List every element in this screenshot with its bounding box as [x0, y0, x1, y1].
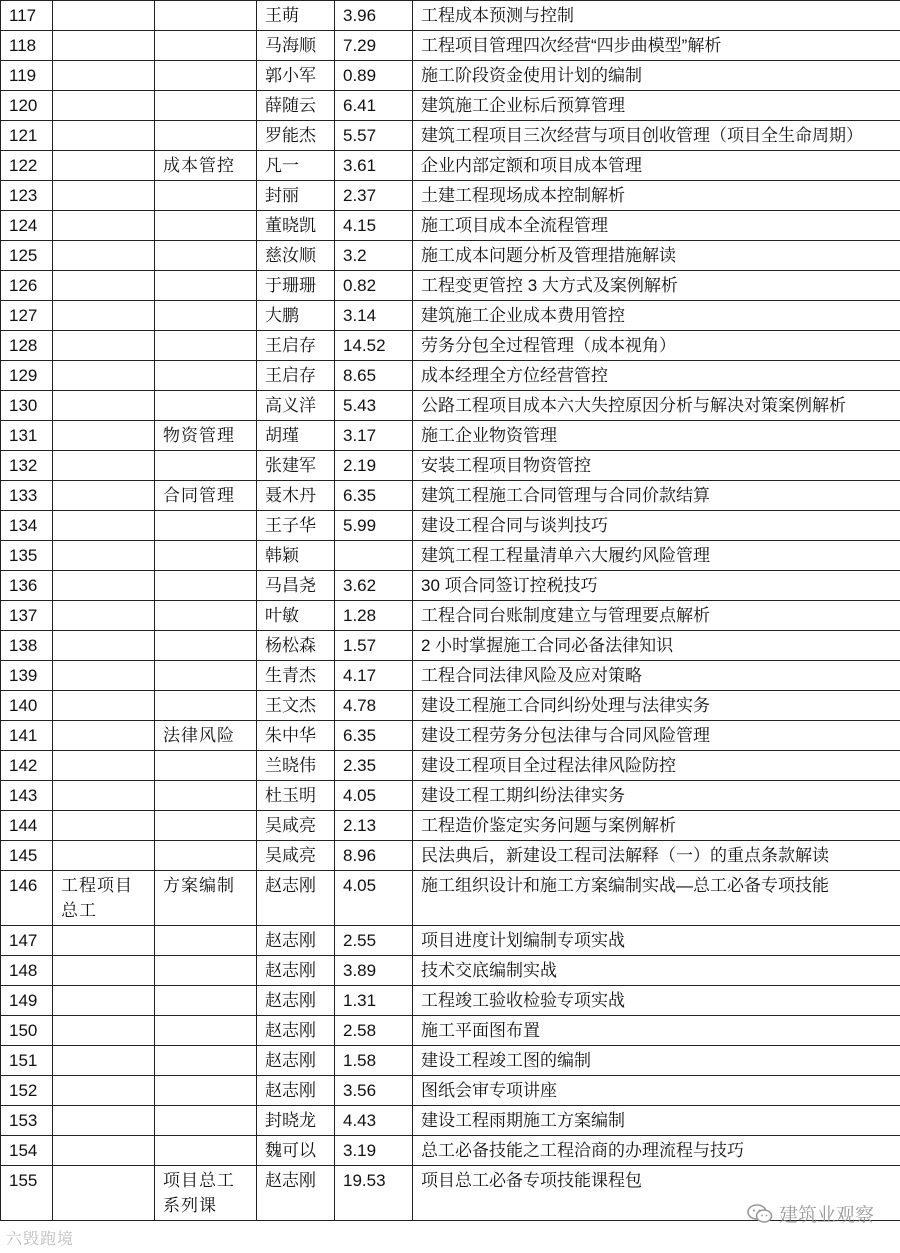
subcategory-cell: 合同管理 [155, 481, 257, 511]
teacher-cell: 罗能杰 [257, 121, 335, 151]
row-number: 117 [1, 1, 53, 31]
teacher-cell: 马海顺 [257, 31, 335, 61]
hours-cell: 7.29 [335, 31, 413, 61]
teacher-cell: 杜玉明 [257, 781, 335, 811]
hours-cell: 2.55 [335, 926, 413, 956]
table-row [1, 91, 900, 121]
subcategory-cell [155, 811, 257, 841]
hours-cell: 14.52 [335, 331, 413, 361]
teacher-cell: 赵志刚 [257, 1046, 335, 1076]
course-title-cell: 2 小时掌握施工合同必备法律知识 [413, 631, 900, 661]
category-cell [53, 481, 155, 511]
subcategory-cell: 成本管控 [155, 151, 257, 181]
hours-cell [335, 541, 413, 571]
course-title-cell: 工程合同法律风险及应对策略 [413, 661, 900, 691]
course-title-cell: 施工阶段资金使用计划的编制 [413, 61, 900, 91]
category-cell [53, 1016, 155, 1046]
course-title-cell: 建筑施工企业成本费用管控 [413, 301, 900, 331]
subcategory-cell [155, 601, 257, 631]
hours-cell: 1.31 [335, 986, 413, 1016]
course-title-cell: 项目总工必备专项技能课程包 [413, 1166, 900, 1221]
hours-cell: 4.05 [335, 871, 413, 926]
teacher-cell: 凡一 [257, 151, 335, 181]
table-row [1, 421, 900, 451]
table-row [1, 986, 900, 1016]
row-number: 152 [1, 1076, 53, 1106]
table-row [1, 841, 900, 871]
teacher-cell: 郭小军 [257, 61, 335, 91]
category-cell [53, 361, 155, 391]
row-number: 136 [1, 571, 53, 601]
row-number: 145 [1, 841, 53, 871]
table-row [1, 1, 900, 31]
course-title-cell: 施工组织设计和施工方案编制实战—总工必备专项技能 [413, 871, 900, 926]
subcategory-cell [155, 571, 257, 601]
table-row [1, 541, 900, 571]
subcategory-cell [155, 1046, 257, 1076]
teacher-cell: 张建军 [257, 451, 335, 481]
row-number: 153 [1, 1106, 53, 1136]
subcategory-cell [155, 271, 257, 301]
watermark-left-text: 六毁跑境 [6, 1229, 75, 1248]
hours-cell: 4.15 [335, 211, 413, 241]
course-title-cell: 建筑施工企业标后预算管理 [413, 91, 900, 121]
category-cell [53, 841, 155, 871]
category-cell [53, 1106, 155, 1136]
hours-cell: 3.17 [335, 421, 413, 451]
subcategory-cell [155, 451, 257, 481]
course-title-cell: 工程变更管控 3 大方式及案例解析 [413, 271, 900, 301]
table-row [1, 331, 900, 361]
course-title-cell: 工程合同台账制度建立与管理要点解析 [413, 601, 900, 631]
table-row [1, 121, 900, 151]
row-number: 147 [1, 926, 53, 956]
category-cell [53, 661, 155, 691]
subcategory-cell [155, 956, 257, 986]
teacher-cell: 赵志刚 [257, 986, 335, 1016]
subcategory-cell: 项目总工系列课 [155, 1166, 257, 1221]
subcategory-cell [155, 331, 257, 361]
course-title-cell: 施工项目成本全流程管理 [413, 211, 900, 241]
table-row [1, 751, 900, 781]
course-title-cell: 30 项合同签订控税技巧 [413, 571, 900, 601]
hours-cell: 0.89 [335, 61, 413, 91]
table-row [1, 781, 900, 811]
hours-cell: 5.99 [335, 511, 413, 541]
hours-cell: 3.61 [335, 151, 413, 181]
category-cell [53, 721, 155, 751]
hours-cell: 6.35 [335, 481, 413, 511]
category-cell [53, 1, 155, 31]
row-number: 132 [1, 451, 53, 481]
row-number: 120 [1, 91, 53, 121]
teacher-cell: 大鹏 [257, 301, 335, 331]
category-cell [53, 181, 155, 211]
category-cell [53, 211, 155, 241]
table-row [1, 391, 900, 421]
subcategory-cell [155, 841, 257, 871]
row-number: 139 [1, 661, 53, 691]
teacher-cell: 董晓凯 [257, 211, 335, 241]
row-number: 130 [1, 391, 53, 421]
course-title-cell: 建设工程雨期施工方案编制 [413, 1106, 900, 1136]
row-number: 118 [1, 31, 53, 61]
table-row [1, 811, 900, 841]
table-row [1, 31, 900, 61]
category-cell [53, 241, 155, 271]
hours-cell: 8.65 [335, 361, 413, 391]
table-row [1, 956, 900, 986]
table-row [1, 1046, 900, 1076]
subcategory-cell [155, 1016, 257, 1046]
course-title-cell: 建设工程项目全过程法律风险防控 [413, 751, 900, 781]
subcategory-cell [155, 391, 257, 421]
row-number: 148 [1, 956, 53, 986]
table-row [1, 721, 900, 751]
teacher-cell: 薛随云 [257, 91, 335, 121]
course-title-cell: 图纸会审专项讲座 [413, 1076, 900, 1106]
hours-cell: 6.35 [335, 721, 413, 751]
teacher-cell: 于珊珊 [257, 271, 335, 301]
hours-cell: 4.17 [335, 661, 413, 691]
subcategory-cell [155, 61, 257, 91]
hours-cell: 5.43 [335, 391, 413, 421]
course-title-cell: 劳务分包全过程管理（成本视角） [413, 331, 900, 361]
subcategory-cell [155, 1136, 257, 1166]
subcategory-cell [155, 691, 257, 721]
teacher-cell: 吴咸亮 [257, 841, 335, 871]
row-number: 119 [1, 61, 53, 91]
subcategory-cell [155, 91, 257, 121]
hours-cell: 0.82 [335, 271, 413, 301]
hours-cell: 2.37 [335, 181, 413, 211]
course-title-cell: 建设工程工期纠纷法律实务 [413, 781, 900, 811]
table-row [1, 571, 900, 601]
row-number: 137 [1, 601, 53, 631]
course-title-cell: 建筑工程施工合同管理与合同价款结算 [413, 481, 900, 511]
row-number: 133 [1, 481, 53, 511]
row-number: 135 [1, 541, 53, 571]
teacher-cell: 魏可以 [257, 1136, 335, 1166]
row-number: 150 [1, 1016, 53, 1046]
teacher-cell: 王萌 [257, 1, 335, 31]
subcategory-cell [155, 1, 257, 31]
category-cell [53, 986, 155, 1016]
course-title-cell: 建设工程施工合同纠纷处理与法律实务 [413, 691, 900, 721]
teacher-cell: 王启存 [257, 361, 335, 391]
course-title-cell: 总工必备技能之工程洽商的办理流程与技巧 [413, 1136, 900, 1166]
row-number: 151 [1, 1046, 53, 1076]
row-number: 138 [1, 631, 53, 661]
subcategory-cell [155, 301, 257, 331]
row-number: 143 [1, 781, 53, 811]
teacher-cell: 聂木丹 [257, 481, 335, 511]
hours-cell: 3.89 [335, 956, 413, 986]
course-title-cell: 成本经理全方位经营管控 [413, 361, 900, 391]
course-table-body [1, 1, 900, 1221]
row-number: 128 [1, 331, 53, 361]
table-row [1, 926, 900, 956]
teacher-cell: 慈汝顺 [257, 241, 335, 271]
subcategory-cell: 法律风险 [155, 721, 257, 751]
table-row [1, 511, 900, 541]
category-cell [53, 956, 155, 986]
table-row [1, 361, 900, 391]
teacher-cell: 王启存 [257, 331, 335, 361]
category-cell [53, 61, 155, 91]
hours-cell: 4.78 [335, 691, 413, 721]
course-title-cell: 建设工程劳务分包法律与合同风险管理 [413, 721, 900, 751]
subcategory-cell [155, 661, 257, 691]
table-row [1, 871, 900, 926]
watermark-right-text: 建筑业观察 [778, 1204, 874, 1226]
hours-cell: 8.96 [335, 841, 413, 871]
course-title-cell: 工程项目管理四次经营“四步曲模型”解析 [413, 31, 900, 61]
course-title-cell: 民法典后，新建设工程司法解释（一）的重点条款解读 [413, 841, 900, 871]
subcategory-cell [155, 121, 257, 151]
subcategory-cell [155, 241, 257, 271]
row-number: 141 [1, 721, 53, 751]
row-number: 140 [1, 691, 53, 721]
row-number: 134 [1, 511, 53, 541]
table-row [1, 691, 900, 721]
course-title-cell: 安装工程项目物资管控 [413, 451, 900, 481]
category-cell [53, 421, 155, 451]
hours-cell: 3.56 [335, 1076, 413, 1106]
table-row [1, 1076, 900, 1106]
hours-cell: 4.43 [335, 1106, 413, 1136]
row-number: 144 [1, 811, 53, 841]
hours-cell: 4.05 [335, 781, 413, 811]
hours-cell: 3.62 [335, 571, 413, 601]
teacher-cell: 赵志刚 [257, 871, 335, 926]
hours-cell: 1.28 [335, 601, 413, 631]
course-title-cell: 工程成本预测与控制 [413, 1, 900, 31]
teacher-cell: 朱中华 [257, 721, 335, 751]
category-cell [53, 811, 155, 841]
row-number: 127 [1, 301, 53, 331]
table-row [1, 1016, 900, 1046]
row-number: 154 [1, 1136, 53, 1166]
watermark-left [6, 1226, 74, 1249]
category-cell [53, 781, 155, 811]
row-number: 131 [1, 421, 53, 451]
wechat-icon [747, 1204, 773, 1224]
hours-cell: 2.19 [335, 451, 413, 481]
teacher-cell: 赵志刚 [257, 1016, 335, 1046]
category-cell [53, 1136, 155, 1166]
subcategory-cell [155, 511, 257, 541]
category-cell [53, 601, 155, 631]
category-cell [53, 1076, 155, 1106]
hours-cell: 2.35 [335, 751, 413, 781]
row-number: 126 [1, 271, 53, 301]
teacher-cell: 王文杰 [257, 691, 335, 721]
subcategory-cell [155, 1076, 257, 1106]
course-title-cell: 土建工程现场成本控制解析 [413, 181, 900, 211]
category-cell: 工程项目总工 [53, 871, 155, 926]
course-title-cell: 建设工程合同与谈判技巧 [413, 511, 900, 541]
teacher-cell: 高义洋 [257, 391, 335, 421]
category-cell [53, 1166, 155, 1221]
hours-cell: 2.58 [335, 1016, 413, 1046]
subcategory-cell [155, 631, 257, 661]
teacher-cell: 吴咸亮 [257, 811, 335, 841]
row-number: 122 [1, 151, 53, 181]
teacher-cell: 赵志刚 [257, 926, 335, 956]
hours-cell: 3.96 [335, 1, 413, 31]
hours-cell: 19.53 [335, 1166, 413, 1221]
row-number: 121 [1, 121, 53, 151]
category-cell [53, 331, 155, 361]
category-cell [53, 751, 155, 781]
hours-cell: 1.57 [335, 631, 413, 661]
subcategory-cell [155, 751, 257, 781]
table-row [1, 271, 900, 301]
course-title-cell: 项目进度计划编制专项实战 [413, 926, 900, 956]
teacher-cell: 封丽 [257, 181, 335, 211]
category-cell [53, 631, 155, 661]
category-cell [53, 151, 155, 181]
teacher-cell: 韩颖 [257, 541, 335, 571]
hours-cell: 3.14 [335, 301, 413, 331]
category-cell [53, 451, 155, 481]
teacher-cell: 生青杰 [257, 661, 335, 691]
subcategory-cell: 物资管理 [155, 421, 257, 451]
category-cell [53, 91, 155, 121]
table-row [1, 661, 900, 691]
row-number: 123 [1, 181, 53, 211]
table-row [1, 151, 900, 181]
table-row [1, 241, 900, 271]
row-number: 125 [1, 241, 53, 271]
subcategory-cell: 方案编制 [155, 871, 257, 926]
category-cell [53, 271, 155, 301]
category-cell [53, 391, 155, 421]
row-number: 155 [1, 1166, 53, 1221]
subcategory-cell [155, 781, 257, 811]
category-cell [53, 691, 155, 721]
course-title-cell: 施工平面图布置 [413, 1016, 900, 1046]
row-number: 142 [1, 751, 53, 781]
table-row [1, 1106, 900, 1136]
hours-cell: 3.2 [335, 241, 413, 271]
row-number: 124 [1, 211, 53, 241]
hours-cell: 5.57 [335, 121, 413, 151]
category-cell [53, 1046, 155, 1076]
subcategory-cell [155, 211, 257, 241]
subcategory-cell [155, 181, 257, 211]
category-cell [53, 31, 155, 61]
teacher-cell: 兰晓伟 [257, 751, 335, 781]
subcategory-cell [155, 541, 257, 571]
course-title-cell: 工程造价鉴定实务问题与案例解析 [413, 811, 900, 841]
hours-cell: 2.13 [335, 811, 413, 841]
watermark-right [747, 1200, 874, 1227]
course-title-cell: 工程竣工验收检验专项实战 [413, 986, 900, 1016]
table-row [1, 211, 900, 241]
row-number: 146 [1, 871, 53, 926]
subcategory-cell [155, 1106, 257, 1136]
table-row [1, 601, 900, 631]
teacher-cell: 叶敏 [257, 601, 335, 631]
category-cell [53, 926, 155, 956]
table-row [1, 61, 900, 91]
category-cell [53, 571, 155, 601]
course-title-cell: 施工企业物资管理 [413, 421, 900, 451]
course-title-cell: 建筑工程项目三次经营与项目创收管理（项目全生命周期） [413, 121, 900, 151]
row-number: 129 [1, 361, 53, 391]
teacher-cell: 马昌尧 [257, 571, 335, 601]
course-title-cell: 建筑工程工程量清单六大履约风险管理 [413, 541, 900, 571]
course-title-cell: 施工成本问题分析及管理措施解读 [413, 241, 900, 271]
teacher-cell: 赵志刚 [257, 956, 335, 986]
table-row [1, 1136, 900, 1166]
teacher-cell: 赵志刚 [257, 1166, 335, 1221]
subcategory-cell [155, 986, 257, 1016]
hours-cell: 1.58 [335, 1046, 413, 1076]
category-cell [53, 121, 155, 151]
table-row [1, 481, 900, 511]
category-cell [53, 301, 155, 331]
teacher-cell: 王子华 [257, 511, 335, 541]
table-row [1, 181, 900, 211]
hours-cell: 3.19 [335, 1136, 413, 1166]
row-number: 149 [1, 986, 53, 1016]
course-title-cell: 建设工程竣工图的编制 [413, 1046, 900, 1076]
hours-cell: 6.41 [335, 91, 413, 121]
category-cell [53, 541, 155, 571]
teacher-cell: 赵志刚 [257, 1076, 335, 1106]
teacher-cell: 胡瑾 [257, 421, 335, 451]
teacher-cell: 封晓龙 [257, 1106, 335, 1136]
subcategory-cell [155, 361, 257, 391]
teacher-cell: 杨松森 [257, 631, 335, 661]
course-title-cell: 技术交底编制实战 [413, 956, 900, 986]
table-row [1, 451, 900, 481]
course-title-cell: 企业内部定额和项目成本管理 [413, 151, 900, 181]
subcategory-cell [155, 926, 257, 956]
subcategory-cell [155, 31, 257, 61]
category-cell [53, 511, 155, 541]
table-row [1, 631, 900, 661]
course-title-cell: 公路工程项目成本六大失控原因分析与解决对策案例解析 [413, 391, 900, 421]
table-row [1, 301, 900, 331]
